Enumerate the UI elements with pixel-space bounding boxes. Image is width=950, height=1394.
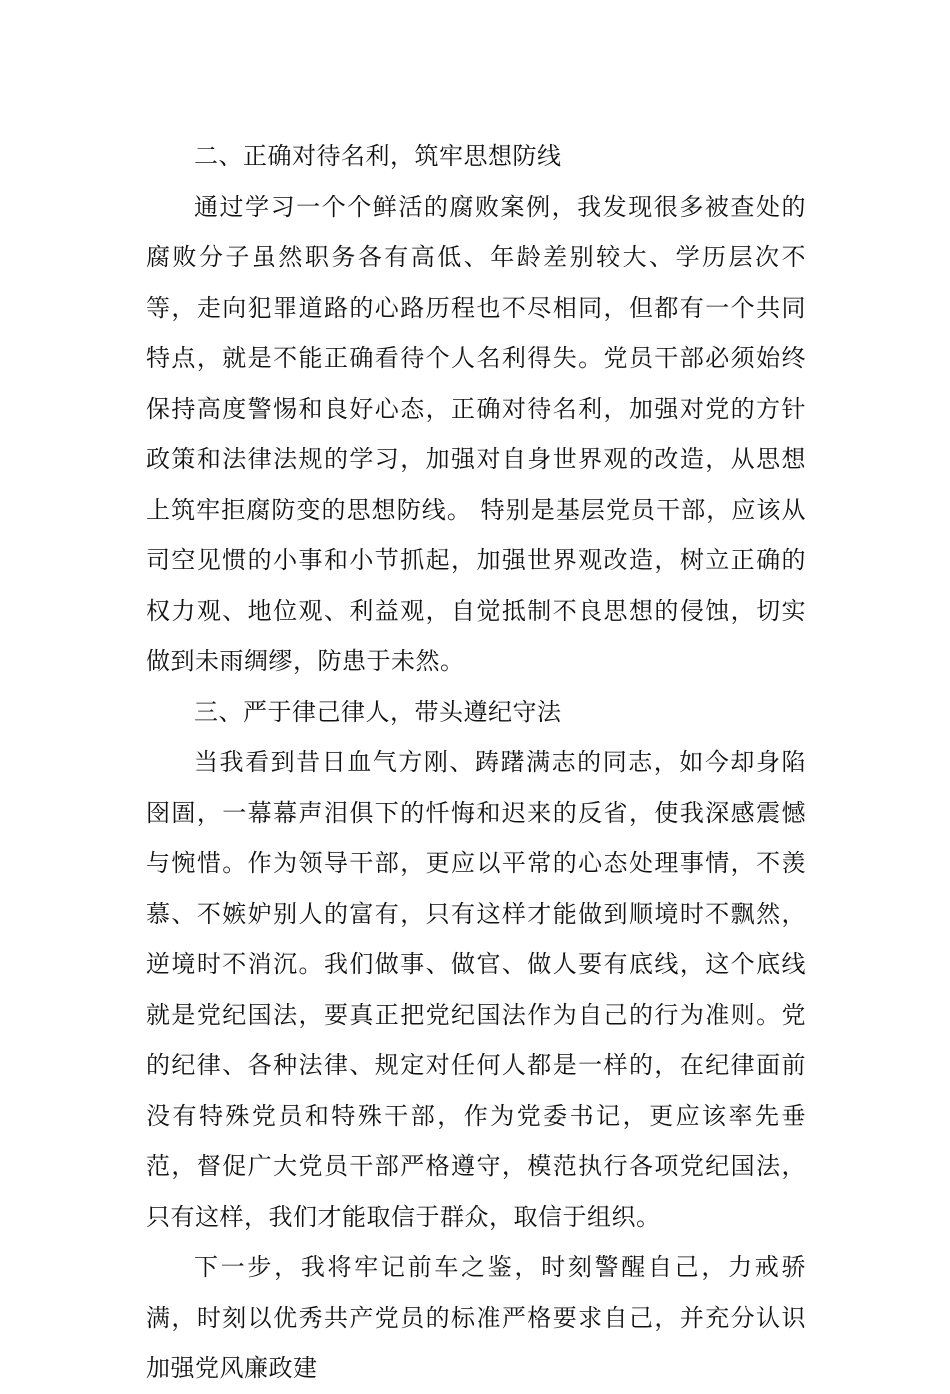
- paragraph: 当我看到昔日血气方刚、踌躇满志的同志，如今却身陷囹圄，一幕幕声泪俱下的忏悔和迟来的反省，使我深感震憾与惋惜。作为领导干部，更应以平常的心态处理事情，不羡慕、不嫉妒别人的富有，只有这样才能做到顺境时不飘然，逆境时不消沉。我们做事、做官、做人要有底线，这个底线就是党纪国法，要真正把党纪国法作为自己的行为准则。党的纪律、各种法律、规定对任何人都是一样的，在纪律面前没有特殊党员和特殊干部，作为党委书记，更应该率先垂范，督促广大党员干部严格遵守，模范执行各项党纪国法，只有这样，我们才能取信于群众，取信于组织。: [146, 748, 806, 1231]
- section-heading: 三、严于律己律人，带头遵纪守法: [194, 697, 562, 726]
- document-body: [146, 131, 806, 1394]
- paragraph: 通过学习一个个鲜活的腐败案例，我发现很多被查处的腐败分子虽然职务各有高低、年龄差别较大、学历层次不等，走向犯罪道路的心路历程也不尽相同，但都有一个共同特点，就是不能正确看待个人名利得失。党员干部必须始终保持高度警惕和良好心态，正确对待名利，加强对党的方针政策和法律法规的学习，加强对自身世界观的改造，从思想上筑牢拒腐防变的思想防线。 特别是基层党员干部，应该从司空见惯的小事和小节抓起，加强世界观改造，树立正确的权力观、地位观、利益观，自觉抵制不良思想的侵蚀，切实做到未雨绸缪，防患于未然。: [146, 192, 806, 675]
- paragraph: 下一步，我将牢记前车之鉴，时刻警醒自己，力戒骄满，时刻以优秀共产党员的标准严格要求自己，并充分认识加强党风廉政建: [146, 1253, 806, 1382]
- section-heading: 二、正确对待名利，筑牢思想防线: [194, 142, 562, 170]
